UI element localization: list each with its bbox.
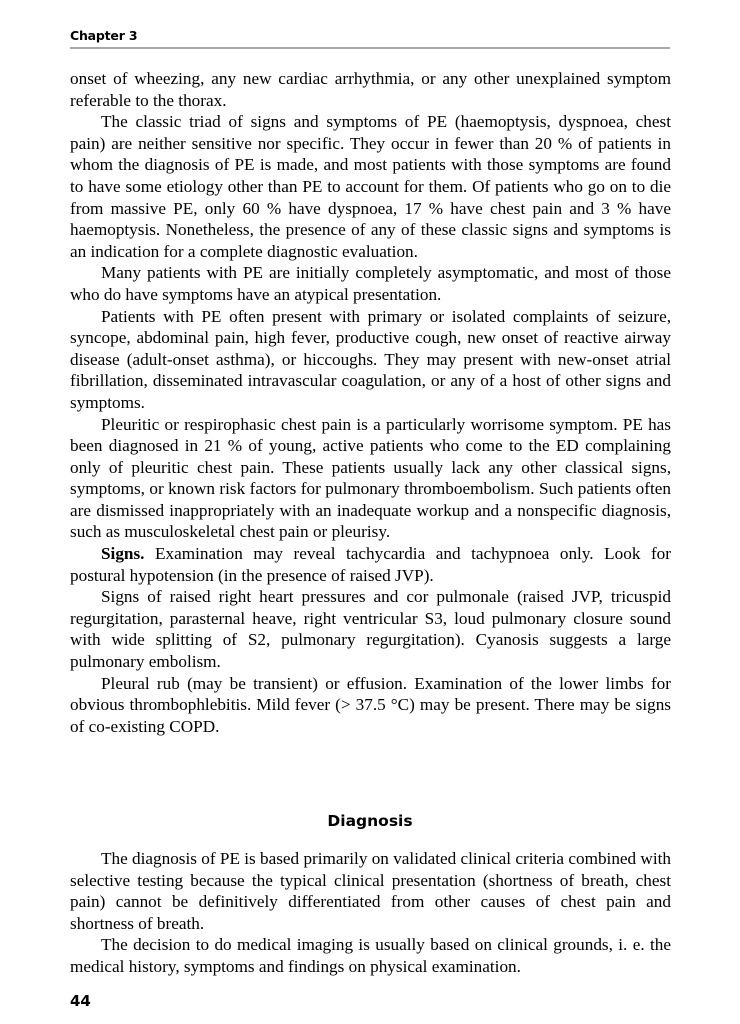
paragraph-asymptomatic: Many patients with PE are initially completely asymptomatic, and most of those who do have symptoms have an atypical presentation. [70, 263, 671, 304]
paragraph-presentations: Patients with PE often present with primary or isolated complaints of seizure, syncope, abdominal pain, high fever, productive cough, new onset of reactive airway disease (adult-onset asthma), or hiccoughs. They may present with new-onset atrial fibrillation, disseminated intravascular coagulation, or any of a host of other signs and symptoms. [70, 306, 671, 412]
diagnosis-text [70, 848, 671, 978]
paragraph-continuation: onset of wheezing, any new cardiac arrhythmia, or any other unexplained symptom referable to the thorax. [70, 69, 671, 110]
page-number: 44 [70, 992, 91, 1010]
header-rule [70, 47, 670, 49]
body-text [70, 68, 671, 737]
paragraph-pleural-rub: Pleural rub (may be transient) or effusion. Examination of the lower limbs for obvious thrombophlebitis. Mild fever (> 37.5 °C) may be present. There may be signs of co-existing COPD. [70, 673, 671, 736]
paragraph-pleuritic-pain: Pleuritic or respirophasic chest pain is a particularly worrisome symptom. PE has been diagnosed in 21 % of young, active patients who come to the ED complaining only of pleuritic chest pain. These patients usually lack any other classical signs, symptoms, or known risk factors for pulmonary thromboembolism. Such patients often are dismissed inappropriately with an inadequate workup and a nonspecific diagnosis, such as musculoskeletal chest pain or pleurisy. [70, 414, 671, 542]
signs-label: Signs. [101, 544, 145, 564]
signs-text: Examination may reveal tachycardia and tachypnoea only. Look for postural hypotension (in the presence of raised JVP). [70, 544, 671, 585]
paragraph-imaging-decision: The decision to do medical imaging is usually based on clinical grounds, i. e. the medical history, symptoms and findings on physical examination. [70, 935, 671, 976]
paragraph-signs [70, 543, 671, 586]
chapter-label: Chapter 3 [70, 28, 138, 43]
running-header [70, 28, 670, 43]
paragraph-diagnosis-basis: The diagnosis of PE is based primarily on validated clinical criteria combined with selective testing because the typical clinical presentation (shortness of breath, chest pain) cannot be definitively differentiated from other causes of chest pain and shortness of breath. [70, 849, 671, 933]
paragraph-right-heart: Signs of raised right heart pressures and cor pulmonale (raised JVP, tricuspid regurgitation, parasternal heave, right ventricular S3, loud pulmonary closure sound with wide splitting of S2, pulmonary regurgitation). Cyanosis suggests a large pulmonary embolism. [70, 587, 671, 672]
paragraph-classic-triad: The classic triad of signs and symptoms of PE (haemoptysis, dyspnoea, chest pain) are neither sensitive nor specific. They occur in fewer than 20 % of patients in whom the diagnosis of PE is made, and most patients with those symptoms are found to have some etiology other than PE to account for them. Of patients who go on to die from massive PE, only 60 % have dyspnoea, 17 % have chest pain and 3 % have haemoptysis. Nonetheless, the presence of any of these classic signs and symptoms is an indication for a complete diagnostic evaluation. [70, 112, 671, 261]
section-heading-diagnosis: Diagnosis [327, 812, 413, 830]
